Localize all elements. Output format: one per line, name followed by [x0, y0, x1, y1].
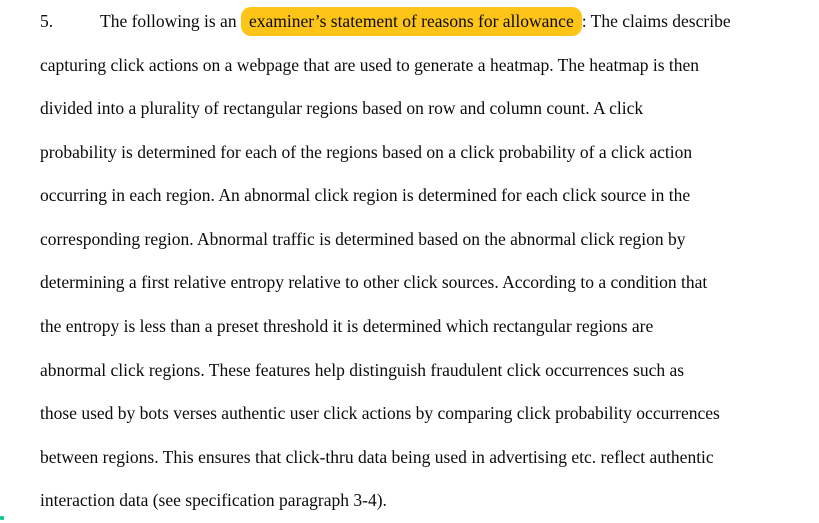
text-line-6: corresponding region. Abnormal traffic is determined based on the abnormal click region by [40, 228, 686, 249]
paragraph-number: 5. [40, 11, 54, 31]
line1-pre-text: The following is an [100, 11, 241, 31]
text-line-4: probability is determined for each of the regions based on a click probability of a click action [40, 141, 693, 162]
corner-artifact-dot [0, 516, 4, 520]
body-lines [40, 44, 791, 523]
text-line-2: capturing click actions on a webpage that are used to generate a heatmap. The heatmap is then [40, 54, 700, 75]
text-line-1 [40, 0, 791, 44]
text-line-7: determining a first relative entropy relative to other click sources. According to a condition that [40, 272, 708, 293]
text-line-8: the entropy is less than a preset threshold it is determined which rectangular regions are [40, 316, 654, 337]
text-line-12: interaction data (see specification paragraph 3-4). [40, 490, 387, 511]
line1-post-text: : The claims describe [581, 11, 731, 31]
highlighted-text: examiner’s statement of reasons for allowance [241, 7, 582, 36]
text-line-5: occurring in each region. An abnormal click region is determined for each click source in the [40, 185, 691, 206]
text-line-11: between regions. This ensures that click-thru data being used in advertising etc. reflect authentic [40, 446, 714, 467]
text-line-9: abnormal click regions. These features help distinguish fraudulent click occurrences such as [40, 359, 685, 380]
text-line-3: divided into a plurality of rectangular regions based on row and column count. A click [40, 98, 644, 119]
text-line-10: those used by bots verses authentic user click actions by comparing click probability occurrences [40, 403, 720, 424]
